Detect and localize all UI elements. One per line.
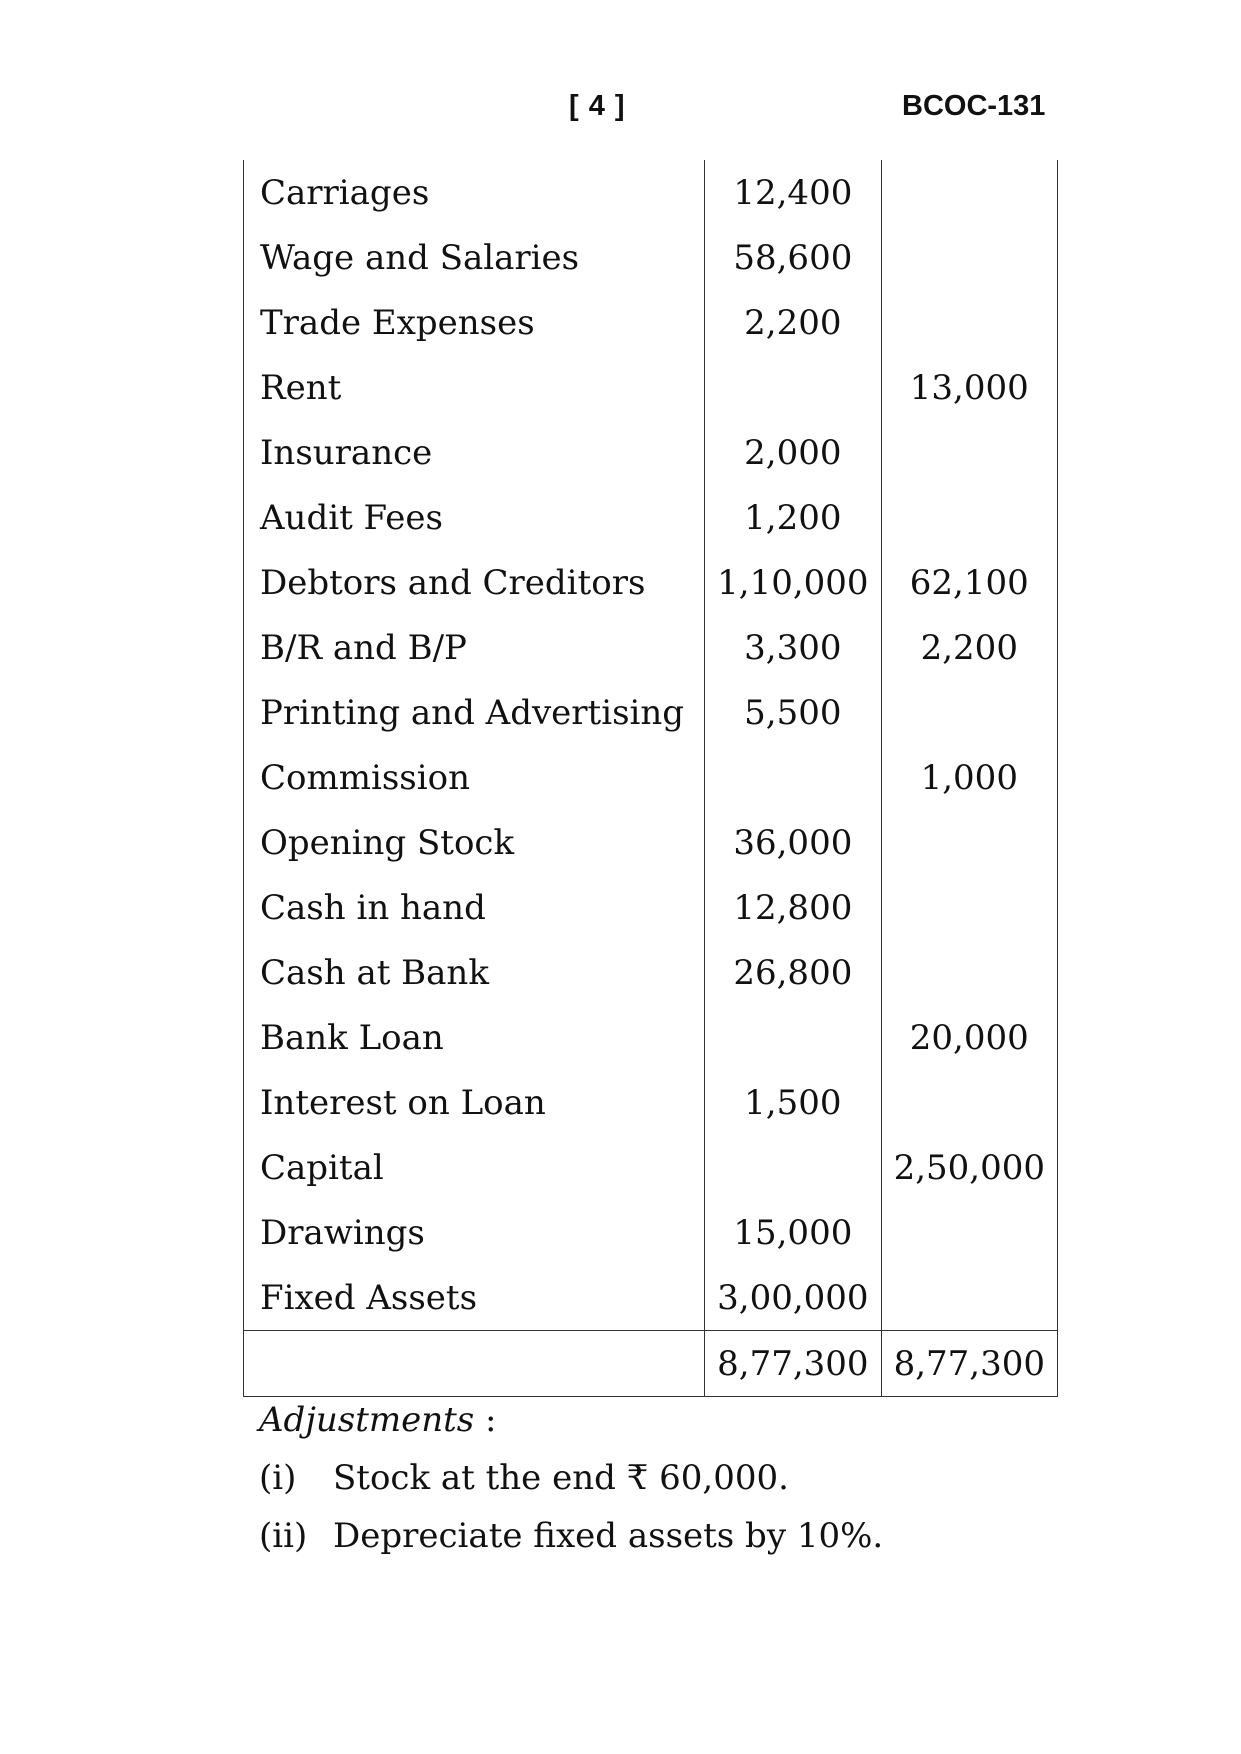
ledger-particular: Wage and Salaries [244, 225, 705, 290]
ledger-credit: 2,50,000 [881, 1135, 1057, 1200]
ledger-row [244, 355, 1058, 420]
ledger-credit [881, 680, 1057, 745]
ledger-debit: 1,10,000 [705, 550, 881, 615]
adjustments-heading [259, 1400, 883, 1440]
ledger-particular: Opening Stock [244, 810, 705, 875]
trial-balance-table [243, 160, 1058, 1397]
ledger-row [244, 810, 1058, 875]
ledger-particular: Commission [244, 745, 705, 810]
adjustment-text: Depreciate fixed assets by 10%. [333, 1516, 884, 1556]
ledger-total-debit: 8,77,300 [705, 1331, 881, 1397]
ledger-debit [705, 1135, 881, 1200]
ledger-particular: Bank Loan [244, 1005, 705, 1070]
ledger-row [244, 290, 1058, 355]
ledger-credit [881, 485, 1057, 550]
ledger-credit: 13,000 [881, 355, 1057, 420]
ledger-credit [881, 225, 1057, 290]
ledger-debit: 1,200 [705, 485, 881, 550]
ledger-particular: Insurance [244, 420, 705, 485]
ledger-particular: Carriages [244, 160, 705, 225]
ledger-credit [881, 1070, 1057, 1135]
ledger-debit [705, 355, 881, 420]
ledger-debit: 36,000 [705, 810, 881, 875]
ledger-particular: Printing and Advertising [244, 680, 705, 745]
trial-balance-body [244, 160, 1058, 1397]
ledger-debit: 3,00,000 [705, 1265, 881, 1331]
ledger-row [244, 1135, 1058, 1200]
ledger-row [244, 875, 1058, 940]
ledger-row [244, 1005, 1058, 1070]
course-code: BCOC-131 [902, 90, 1046, 122]
ledger-credit [881, 290, 1057, 355]
ledger-row [244, 160, 1058, 225]
ledger-particular: Interest on Loan [244, 1070, 705, 1135]
ledger-row [244, 1265, 1058, 1331]
adjustment-number: (ii) [259, 1516, 308, 1556]
ledger-row [244, 485, 1058, 550]
ledger-particular: B/R and B/P [244, 615, 705, 680]
ledger-credit: 2,200 [881, 615, 1057, 680]
ledger-row [244, 1070, 1058, 1135]
ledger-credit [881, 1265, 1057, 1331]
ledger-row [244, 745, 1058, 810]
ledger-debit [705, 1005, 881, 1070]
ledger-row [244, 940, 1058, 1005]
ledger-credit [881, 940, 1057, 1005]
ledger-row [244, 550, 1058, 615]
ledger-row [244, 1200, 1058, 1265]
ledger-debit: 58,600 [705, 225, 881, 290]
ledger-debit: 26,800 [705, 940, 881, 1005]
ledger-debit: 5,500 [705, 680, 881, 745]
ledger-total-credit: 8,77,300 [881, 1331, 1057, 1397]
ledger-particular: Trade Expenses [244, 290, 705, 355]
ledger-debit [705, 745, 881, 810]
ledger-debit: 1,500 [705, 1070, 881, 1135]
ledger-credit [881, 810, 1057, 875]
ledger-particular: Debtors and Creditors [244, 550, 705, 615]
ledger-credit: 62,100 [881, 550, 1057, 615]
ledger-debit: 2,200 [705, 290, 881, 355]
ledger-debit: 3,300 [705, 615, 881, 680]
adjustments-colon: : [474, 1400, 497, 1440]
ledger-row [244, 225, 1058, 290]
adjustments-section [259, 1400, 883, 1574]
ledger-total-row [244, 1331, 1058, 1397]
ledger-particular: Cash in hand [244, 875, 705, 940]
ledger-credit [881, 420, 1057, 485]
ledger-total-label [244, 1331, 705, 1397]
adjustments-title: Adjustments [259, 1400, 475, 1440]
ledger-credit: 20,000 [881, 1005, 1057, 1070]
ledger-row [244, 420, 1058, 485]
ledger-credit [881, 160, 1057, 225]
ledger-credit [881, 875, 1057, 940]
ledger-debit: 12,400 [705, 160, 881, 225]
ledger-particular: Rent [244, 355, 705, 420]
ledger-particular: Capital [244, 1135, 705, 1200]
ledger-particular: Audit Fees [244, 485, 705, 550]
ledger-particular: Cash at Bank [244, 940, 705, 1005]
adjustment-item [259, 1516, 883, 1556]
ledger-debit: 2,000 [705, 420, 881, 485]
ledger-particular: Drawings [244, 1200, 705, 1265]
ledger-particular: Fixed Assets [244, 1265, 705, 1331]
ledger-credit [881, 1200, 1057, 1265]
adjustment-item [259, 1458, 883, 1498]
ledger-debit: 12,800 [705, 875, 881, 940]
ledger-debit: 15,000 [705, 1200, 881, 1265]
ledger-credit: 1,000 [881, 745, 1057, 810]
adjustment-number: (i) [259, 1458, 297, 1498]
ledger-row [244, 680, 1058, 745]
adjustment-text: Stock at the end ₹ 60,000. [333, 1458, 789, 1498]
page-number: [ 4 ] [569, 90, 626, 122]
ledger-row [244, 615, 1058, 680]
